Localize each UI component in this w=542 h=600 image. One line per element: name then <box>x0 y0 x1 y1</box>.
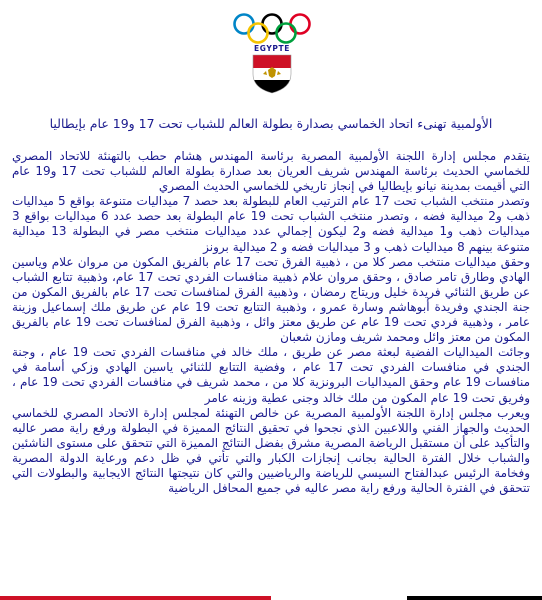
egypt-flag-shield-icon <box>253 55 291 94</box>
paragraph-intro: يتقدم مجلس إدارة اللجنة الأولمبية المصرية برئاسة المهندس هشام حطب بالتهنئة للاتحاد المصري للخماسي الحديث برئاسة المهندس شريف العريان بعد صدارة بطولة العالم للشباب تحت 17 و19 عام التي أقيمت بمدينة نيانو بإيطاليا في إنجاز تاريخي للخماسي الحديث المصري <box>12 149 531 194</box>
document-body <box>12 116 530 496</box>
olympic-rings-icon <box>235 15 310 43</box>
paragraph-gold-medals: وحقق ميداليات منتخب مصر كلا من ، ذهبية الفرق تحت 17 عام بالفريق المكون من مروان علام وياسين الهادي وطارق تامر صادق ، وحقق مروان علام ذهبية منافسات الفردي تحت 17 عام، وذهبية تتابع الشباب عن طريق الثنائي فريدة خليل وريتاج رمضان ، وذهبية الفرق لمنافسات تحت 17 عام بالفريق المكون من جنة الجندي وفريدة أبوهاشم وسارة عمرو ، وذهبية التتابع تحت 19 عام عن طريق ملك إسماعيل وزينة عامر ، وذهبية فردي تحت 19 عام عن طريق معتز وائل ، وذهبية الفرق لمنافسات تحت 19 عام بالفريق المكون من معتز وائل ومحمد شريف ومازن شعبان <box>12 254 531 345</box>
olympic-ring-blue <box>235 15 254 34</box>
footer-bar-segment <box>271 596 407 600</box>
flag-stripe-red <box>253 55 291 68</box>
paragraph-congratulations: ويعرب مجلس إدارة اللجنة الأولمبية المصرية عن خالص التهنئة لمجلس إدارة الاتحاد المصري للخماسي الحديث والجهاز الفني واللاعبين الذي نجحوا في تحقيق النتائج المميزة في البطولة ورفع راية مصر عاليه والتأكيد على أن مستقبل الرياضة المصرية مشرق بفضل النتائج المميزة التي تتحقق على مستوى الناشئين والشباب خلال الفترة الحالية بجانب إنجازات الكبار والتي تأتي في ظل دعم ورعاية الدولة المصرية وفخامة الرئيس عبدالفتاح السيسي للرياضة والرياضيين والتي كان نتيجتها النتائج الايجابية والبطولات التي تتحقق في الفترة الحالية ورفع راية مصر عاليه في جميع المحافل الرياضية <box>12 405 530 496</box>
olympic-ring-green <box>277 24 296 43</box>
olympic-ring-red <box>291 15 310 34</box>
footer-bar-segment <box>136 596 272 600</box>
footer-color-bar <box>0 596 542 600</box>
footer-bar-segment <box>407 596 542 600</box>
document-title: الأولمبية تهنىء اتحاد الخماسي بصدارة بطولة العالم للشباب تحت 17 و19 عام بإيطاليا <box>49 116 493 131</box>
egypt-olympic-committee-logo <box>229 8 315 94</box>
paragraph-silver-bronze: وجائت الميداليات الفضية لبعثة مصر عن طريق ، ملك خالد في منافسات الفردي تحت 19 عام ، وجنة الجندي في منافسات الفردي تحت 17 عام ، وفضية التتابع للثنائي ياسين الهادي وزكي أسامة في منافسات 19 عام وحقق الميداليات البرونزية كلا من ، محمد شريف في منافسات الفردي تحت 19 عام ، وفريق تحت 19 عام المكون من ملك خالد وجنى عطية وزينه عامر <box>12 345 530 405</box>
logo-text: EGYPTE <box>254 44 290 53</box>
olympic-ring-yellow <box>249 24 268 43</box>
olympic-ring-black <box>263 15 282 34</box>
paragraph-standings: وتصدر منتخب الشباب تحت 17 عام الترتيب العام للبطولة بعد حصد 7 ميداليات متنوعة بواقع 5 ميداليات ذهب و2 ميدالية فضه ، وتصدر منتخب الشباب تحت 19 عام البطولة بعد حصد عدد 6 ميداليات بواقع 3 ميداليات ذهب و1 ميدالية فضه و2 ليكون إجمالي عدد ميداليات منتخب مصر في البطولة 13 ميدالية متنوعة بينهم 8 ميداليات ذهب و 3 ميداليات فضه و 2 ميدالية برونز <box>12 194 530 254</box>
footer-bar-segment <box>0 596 136 600</box>
